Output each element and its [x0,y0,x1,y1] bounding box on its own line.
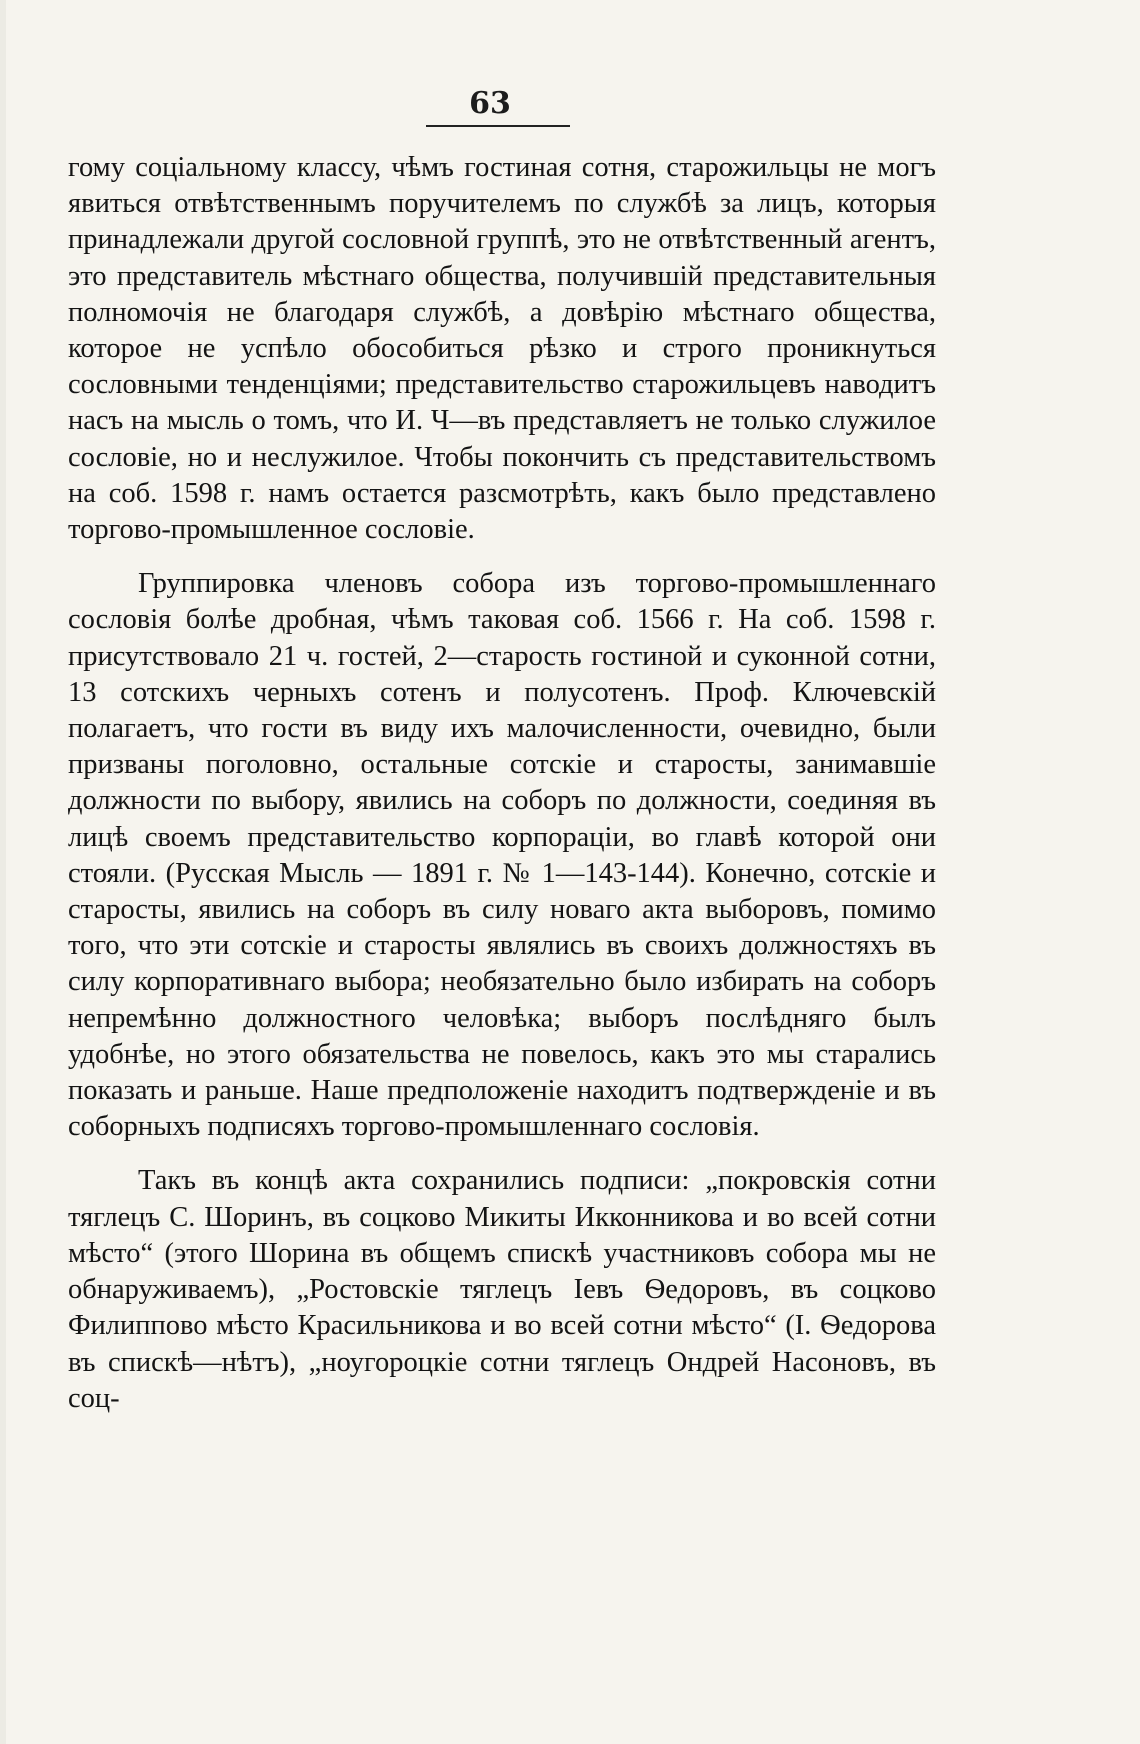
header-rule [426,125,570,127]
paragraph-3: Такъ въ концѣ акта сохранились подписи: „покровскія сотни тяглецъ С. Шоринъ, въ соцково Микиты Икконникова и во всей сотни мѣсто“ (этого Шорина въ общемъ спискѣ участниковъ собора мы не обнаруживаемъ), „Ростовскіе тяглецъ Іевъ Ѳедоровъ, въ соцково Филиппово мѣсто Красильникова и во всей сотни мѣсто“ (І. Ѳедорова въ спискѣ—нѣтъ), „ноугороцкіе сотни тяглецъ Ондрей Насоновъ, въ соц- [68,1165,936,1414]
body-text [68,150,936,1417]
page-edge-shadow [0,0,6,1744]
paragraph-1: гому соціальному классу, чѣмъ гостиная сотня, старожильцы не могъ явиться отвѣтственнымъ поручителемъ по службѣ за лицъ, которыя принадлежали другой сословной группѣ, это не отвѣтственный агентъ, это представитель мѣстнаго общества, получившій представительныя полномочія не благодаря службѣ, а довѣрію мѣстнаго общества, которое не успѣло обособиться рѣзко и строго проникнуться сословными тенденціями; представительство старожильцевъ наводитъ насъ на мысль о томъ, что И. Ч—въ представляетъ не только служилое сословіе, но и неслужилое. Чтобы покончить съ представительствомъ на соб. 1598 г. намъ остается разсмотрѣть, какъ было представлено торгово-промышленное сословіе. [68,152,936,546]
page-number: 63 [469,86,511,121]
paragraph-2: Группировка членовъ собора изъ торгово-промышленнаго сословія болѣе дробная, чѣмъ таковая соб. 1566 г. На соб. 1598 г. присутствовало 21 ч. гостей, 2—старость гостиной и суконной сотни, 13 сотскихъ черныхъ сотенъ и полусотенъ. Проф. Ключевскій полагаетъ, что гости въ виду ихъ малочисленности, очевидно, были призваны поголовно, остальные сотскіе и старосты, занимавшіе должности по выбору, явились на соборъ по должности, соединяя въ лицѣ своемъ представительство корпораціи, во главѣ которой они стояли. (Русская Мысль — 1891 г. № 1—143-144). Конечно, сотскіе и старосты, явились на соборъ въ силу новаго акта выборовъ, помимо того, что эти сотскіе и старосты являлись въ своихъ должностяхъ въ силу корпоративнаго выбора; необязательно было избирать на соборъ непремѣнно должностного человѣка; выборъ послѣдняго былъ удобнѣе, но этого обязательства не повелось, какъ это мы старались показать и раньше. Наше предположеніе находитъ подтвержденіе и въ соборныхъ подписяхъ торгово-промышленнаго сословія. [68,568,936,1143]
